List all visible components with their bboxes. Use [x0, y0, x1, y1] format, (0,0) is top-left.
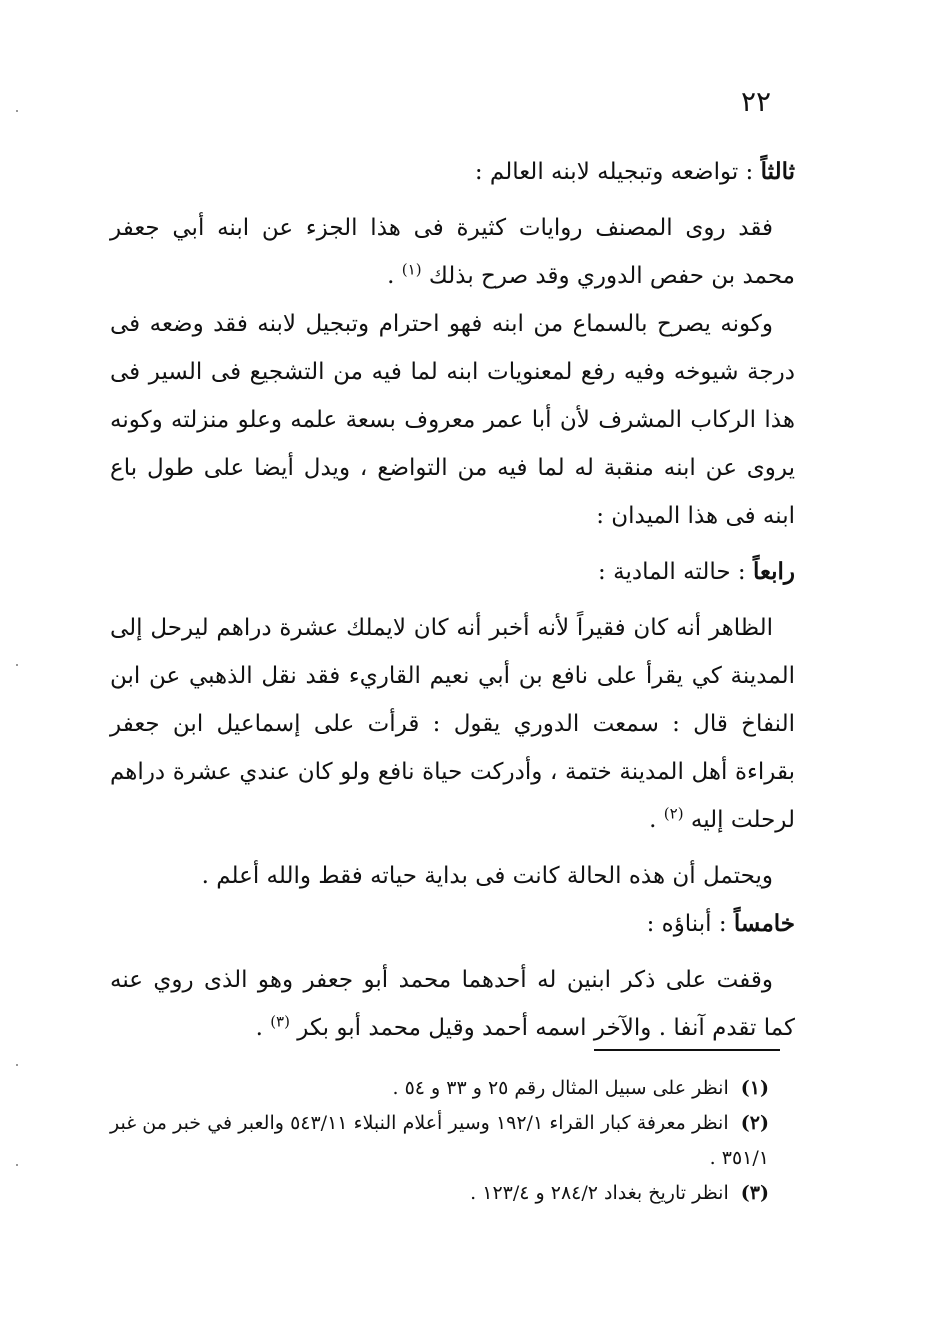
paragraph-text: فقد روى المصنف روايات كثيرة فى هذا الجزء عن ابنه أبي جعفر محمد بن حفص الدوري وقد صرح بذلك: [110, 215, 795, 289]
paragraph-text: الظاهر أنه كان فقيراً لأنه أخبر أنه كان لايملك عشرة دراهم ليرحل إلى المدينة كي يقرأ على نافع بن أبي نعيم القاريء فقد نقل الذهبي عن ابن النفاخ قال : سمعت الدوري يقول : قرأت على إسماعيل ابن جعفر بقراءة أهل المدينة ختمة ، وأدركت حياة نافع ولو كان عندي عشرة دراهم لرحلت إليه: [110, 615, 795, 833]
paragraph-end: .: [387, 263, 395, 289]
footnote-divider: [594, 1049, 780, 1051]
footnote: [110, 1106, 795, 1176]
scan-speck: [16, 1064, 18, 1066]
footnote-number: (١): [740, 1077, 769, 1099]
section-heading-third: [110, 148, 795, 196]
footnote: [110, 1071, 795, 1106]
section-label: خامساً: [733, 910, 795, 937]
footnote-number: (٢): [740, 1112, 769, 1134]
paragraph: [110, 956, 795, 1052]
scan-speck: [16, 664, 18, 666]
page-number: ٢٢: [740, 85, 772, 118]
section-heading-fourth: [110, 548, 795, 596]
section-title: : تواضعه وتبجيله لابنه العالم :: [474, 159, 754, 185]
section-label: رابعاً: [752, 558, 795, 585]
section-title: : حالته المادية :: [598, 559, 746, 585]
footnote-text: انظر تاريخ بغداد ٢٨٤/٢ و ١٢٣/٤ .: [470, 1182, 729, 1204]
paragraph-end: .: [255, 1015, 263, 1041]
paragraph-end: .: [649, 807, 657, 833]
scan-speck: [16, 1164, 18, 1166]
footnote-reference: (٣): [270, 1012, 290, 1031]
scan-speck: [16, 110, 18, 112]
footnote: [110, 1176, 795, 1211]
footnote-number: (٣): [740, 1182, 769, 1204]
main-text: [110, 148, 795, 1052]
section-label: ثالثاً: [760, 158, 795, 185]
footnotes: [110, 1071, 795, 1211]
section-title: : أبناؤه :: [646, 911, 727, 937]
paragraph: ويحتمل أن هذه الحالة كانت فى بداية حياته فقط والله أعلم .: [201, 863, 773, 889]
paragraph: [110, 204, 795, 300]
footnote-text: انظر معرفة كبار القراء ١٩٢/١ وسير أعلام النبلاء ٥٤٣/١١ والعبر في خبر من غبر ٣٥١/١ .: [110, 1112, 769, 1169]
footnote-reference: (١): [401, 260, 422, 279]
footnote-reference: (٢): [663, 804, 684, 823]
section-heading-fifth: [110, 900, 795, 948]
paragraph: [110, 604, 795, 844]
paragraph: وكونه يصرح بالسماع من ابنه فهو احترام وتبجيل لابنه فقد وضعه فى درجة شيوخه وفيه رفع لمعنويات ابنه لما فيه من التشجيع فى السير فى هذا الركاب المشرف لأن أبا عمر معروف بسعة علمه وعلو منزلته وكونه يروى عن ابنه منقبة له لما فيه من التواضع ، ويدل أيضا على طول باع ابنه فى هذا الميدان :: [110, 311, 795, 529]
paragraph-text: وقفت على ذكر ابنين له أحدهما محمد أبو جعفر وهو الذى روي عنه كما تقدم آنفا . والآخر اسمه أحمد وقيل محمد أبو بكر: [110, 967, 795, 1041]
footnote-text: انظر على سبيل المثال رقم ٢٥ و ٣٣ و ٥٤ .: [392, 1077, 729, 1099]
